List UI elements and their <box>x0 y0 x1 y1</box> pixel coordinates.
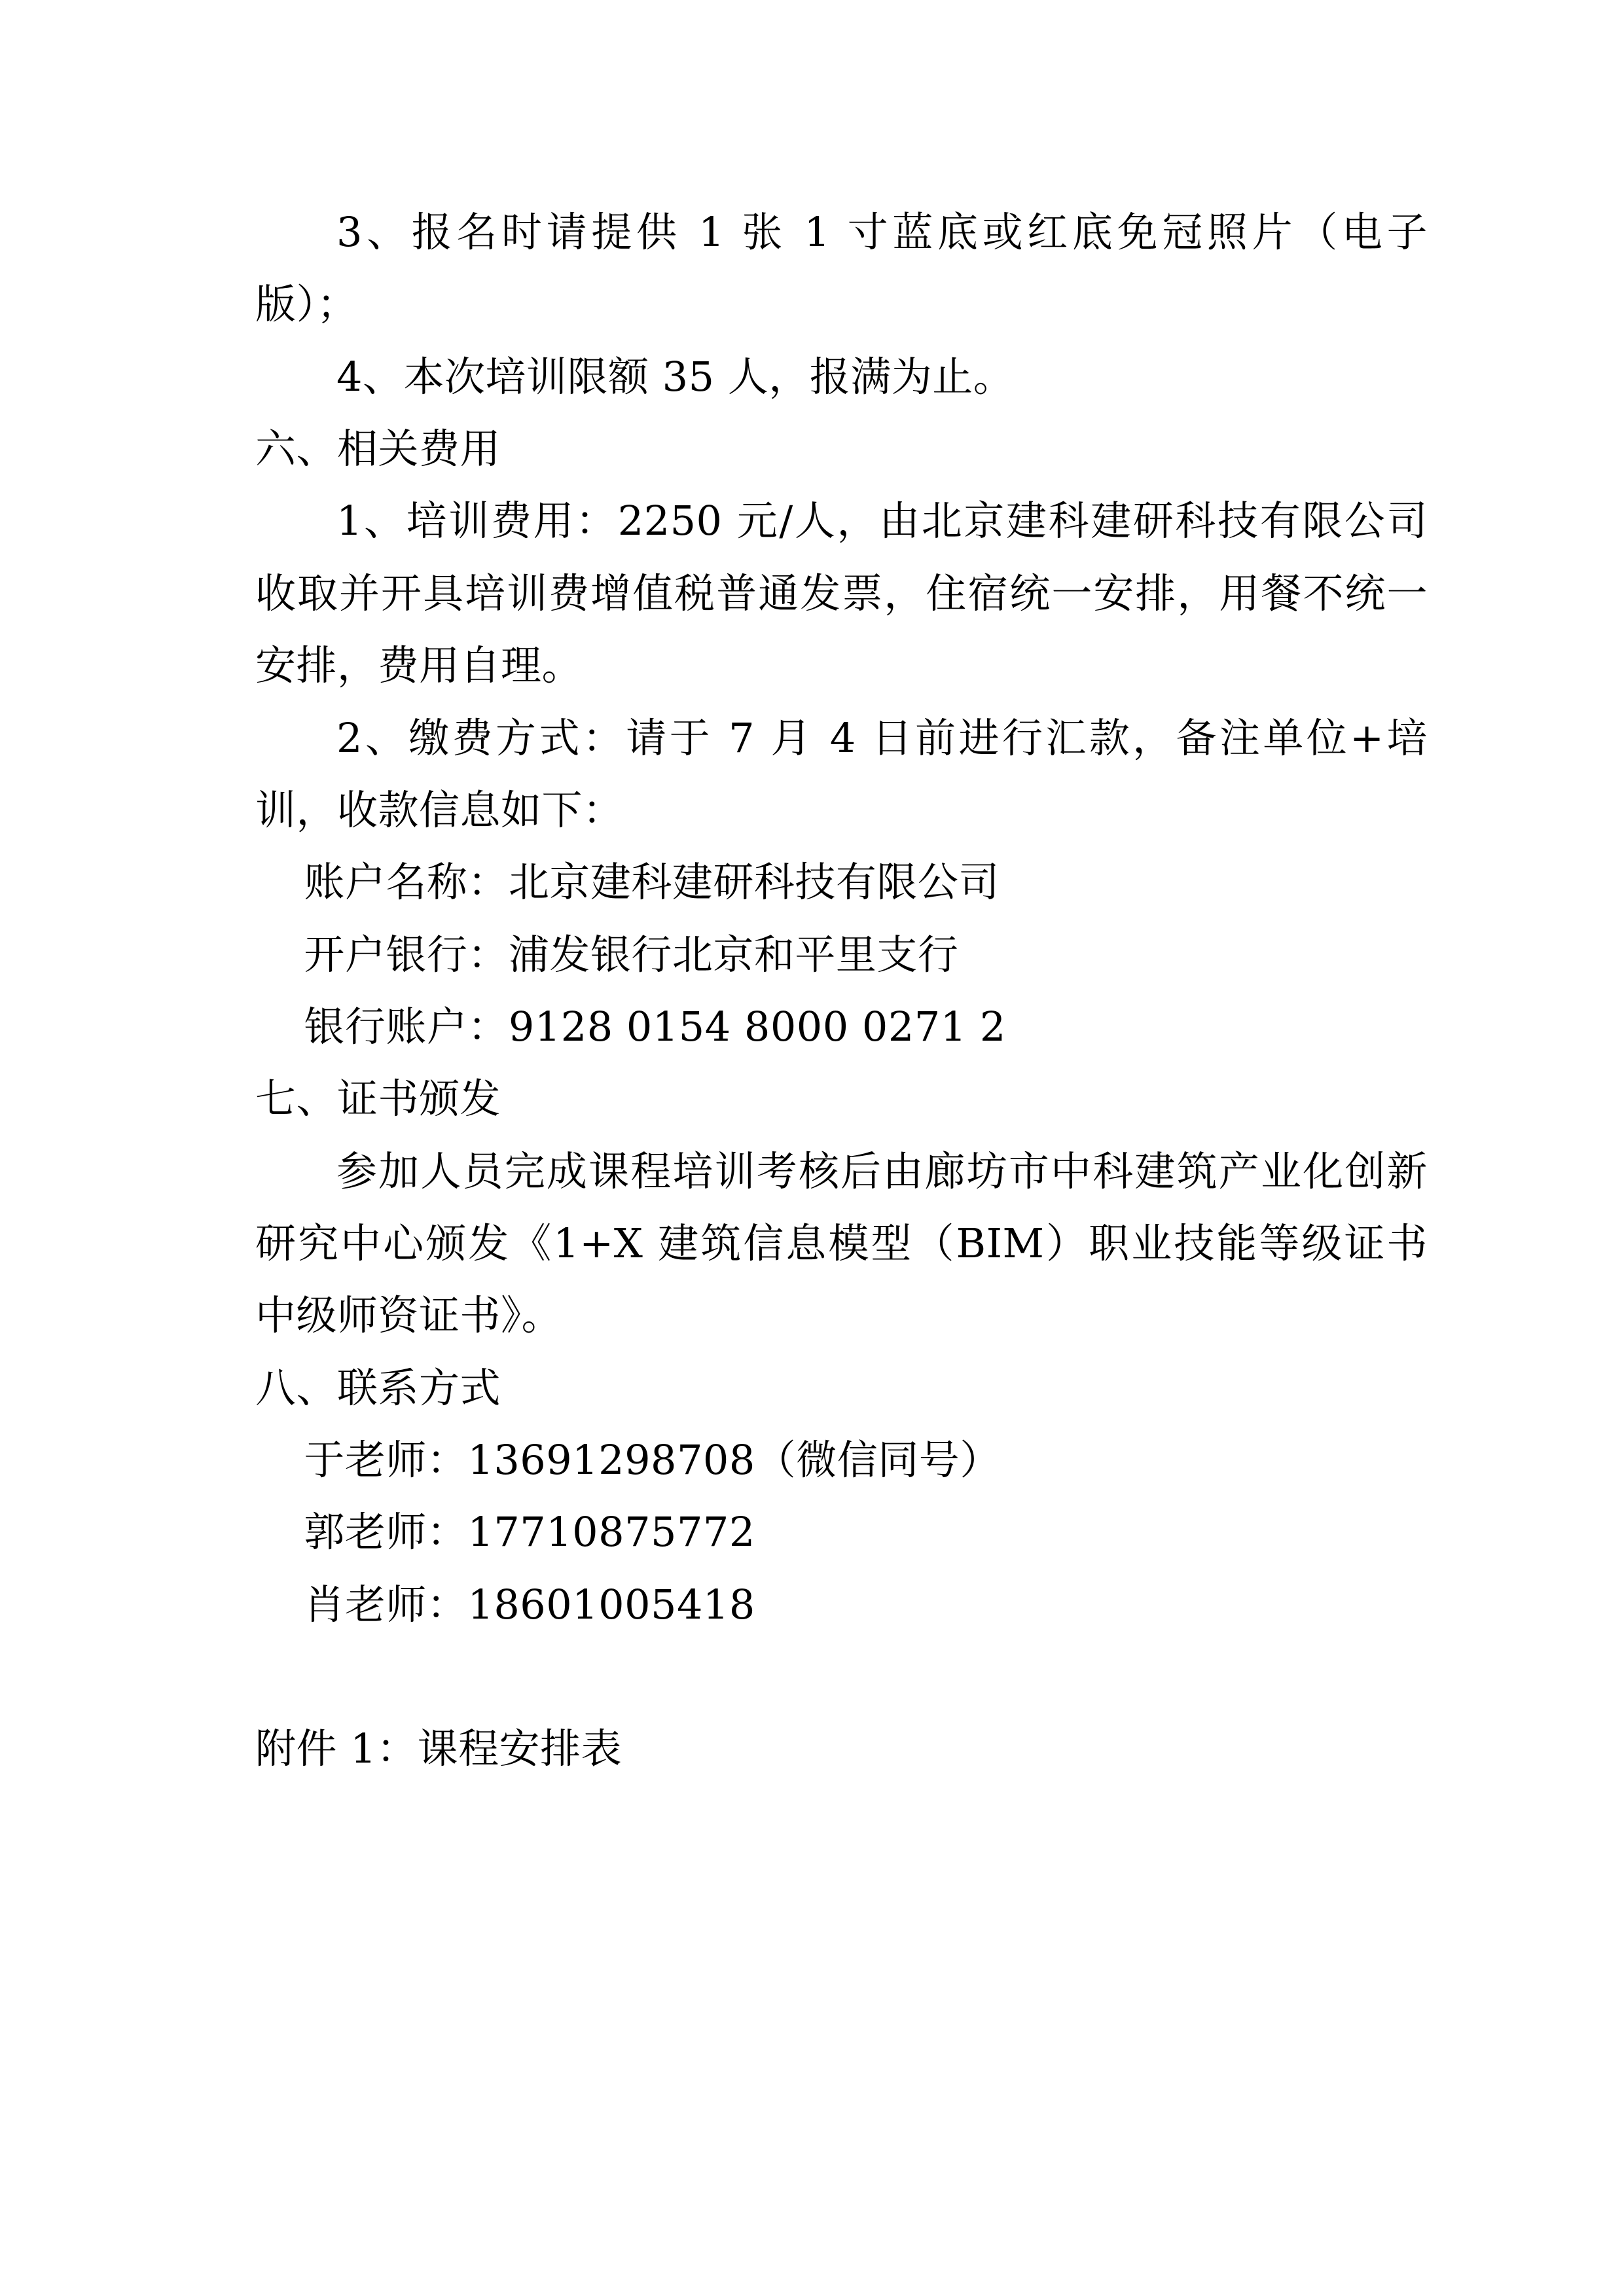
blank-line-spacer <box>255 1641 1428 1713</box>
paragraph-attachment-one: 附件 1：课程安排表 <box>255 1725 623 1773</box>
paragraph-quota: 4、本次培训限额 35 人，报满为止。 <box>336 352 1015 401</box>
paragraph-contact-xiao: 肖老师：18601005418 <box>304 1580 755 1628</box>
document-body <box>255 196 1428 1785</box>
paragraph-payment-method: 2、缴费方式：请于 7 月 4 日前进行汇款，备注单位+培训，收款信息如下： <box>255 713 1428 834</box>
heading-section-six: 六、相关费用 <box>255 425 501 473</box>
paragraph-account-name: 账户名称：北京建科建研科技有限公司 <box>304 858 1000 906</box>
paragraph-contact-yu: 于老师：13691298708（微信同号） <box>304 1436 1001 1484</box>
paragraph-training-fee: 1、培训费用：2250 元/人，由北京建科建研科技有限公司收取并开具培训费增值税普通发票，住宿统一安排，用餐不统一安排，费用自理。 <box>255 497 1428 690</box>
heading-section-eight: 八、联系方式 <box>255 1363 501 1412</box>
heading-section-seven: 七、证书颁发 <box>255 1075 501 1123</box>
paragraph-bank-account-number: 银行账户：9128 0154 8000 0271 2 <box>304 1002 1006 1050</box>
paragraph-bank-name: 开户银行：浦发银行北京和平里支行 <box>304 930 959 978</box>
paragraph-certificate-issuance: 参加人员完成课程培训考核后由廊坊市中科建筑产业化创新研究中心颁发《1+X 建筑信息模型（BIM）职业技能等级证书中级师资证书》。 <box>255 1147 1428 1340</box>
paragraph-contact-guo: 郭老师：17710875772 <box>304 1508 755 1556</box>
paragraph-photo-requirement: 3、报名时请提供 1 张 1 寸蓝底或红底免冠照片（电子版）； <box>255 208 1428 329</box>
